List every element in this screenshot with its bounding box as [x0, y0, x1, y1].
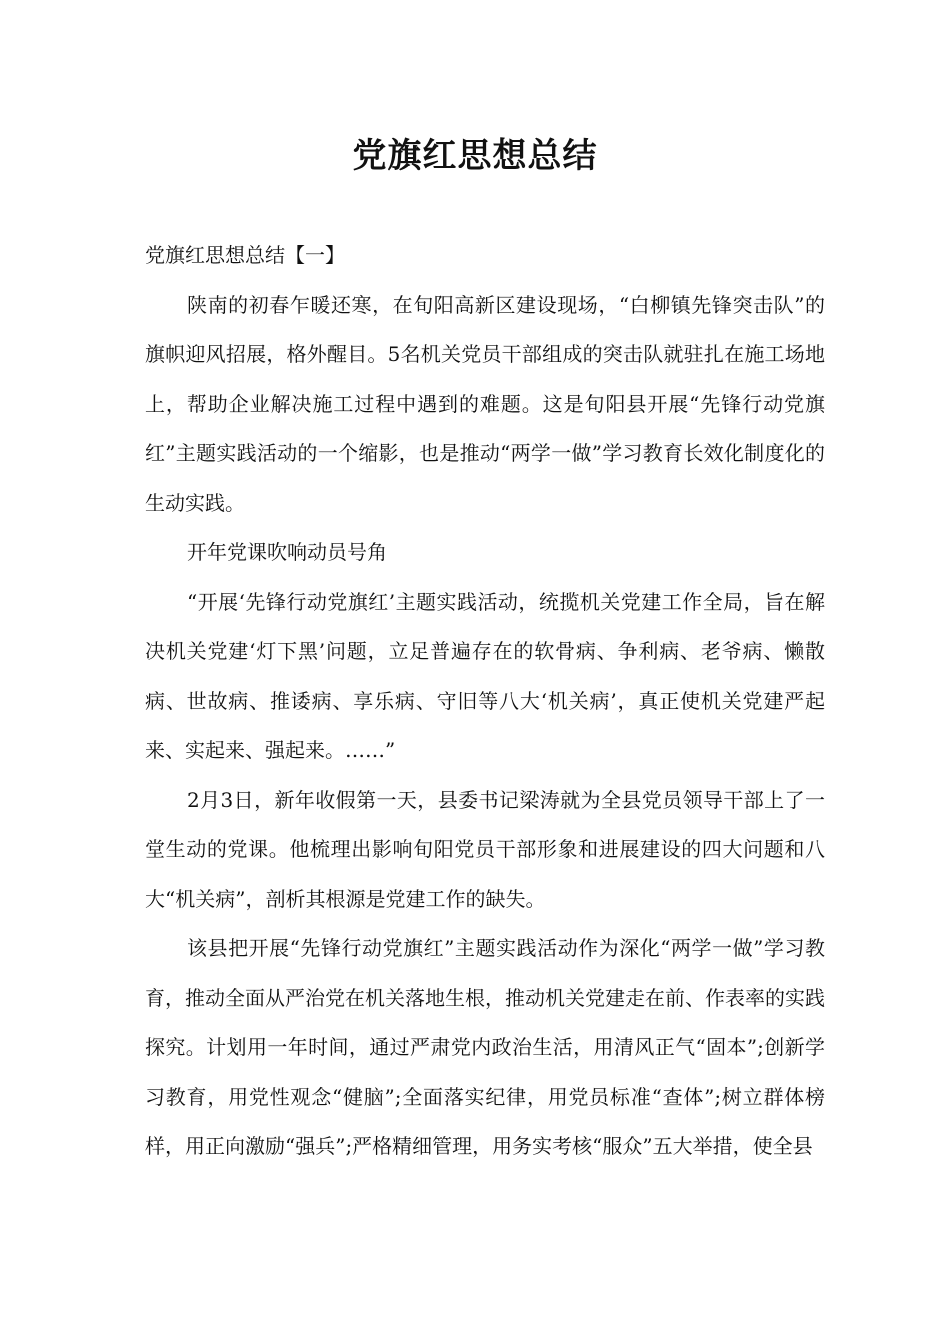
paragraph: “开展‘先锋行动党旗红’主题实践活动，统揽机关党建工作全局，旨在解决机关党建‘灯下黑’问题，立足普遍存在的软骨病、争利病、老爷病、懒散病、世故病、推诿病、享乐病、守旧等八大‘机关病’，真正使机关党建严起来、实起来、强起来。……” [145, 589, 825, 762]
subheading-paragraph: 开年党课吹响动员号角 [187, 540, 387, 564]
paragraph: 该县把开展“先锋行动党旗红”主题实践活动作为深化“两学一做”学习教育，推动全面从严治党在机关落地生根，推动机关党建走在前、作表率的实践探究。计划用一年时间，通过严肃党内政治生活，用清风正气“固本”;创新学习教育，用党性观念“健脑”;全面落实纪律，用党员标准“查体”;树立群体榜样，用正向激励“强兵”;严格精细管理，用务实考核“服众”五大举措，使全县 [145, 936, 825, 1158]
document-body [145, 231, 825, 1172]
document-title: 党旗红思想总结 [352, 136, 598, 176]
section-heading: 党旗红思想总结【一】 [145, 243, 345, 267]
paragraph: 2月3日，新年收假第一天，县委书记梁涛就为全县党员领导干部上了一堂生动的党课。他梳理出影响旬阳党员干部形象和进展建设的四大问题和八大“机关病”，剖析其根源是党建工作的缺失。 [145, 787, 825, 911]
paragraph: 陕南的初春乍暖还寒，在旬阳高新区建设现场，“白柳镇先锋突击队”的旗帜迎风招展，格外醒目。5名机关党员干部组成的突击队就驻扎在施工场地上，帮助企业解决施工过程中遇到的难题。这是旬阳县开展“先锋行动党旗红”主题实践活动的一个缩影，也是推动“两学一做”学习教育长效化制度化的生动实践。 [145, 292, 825, 515]
